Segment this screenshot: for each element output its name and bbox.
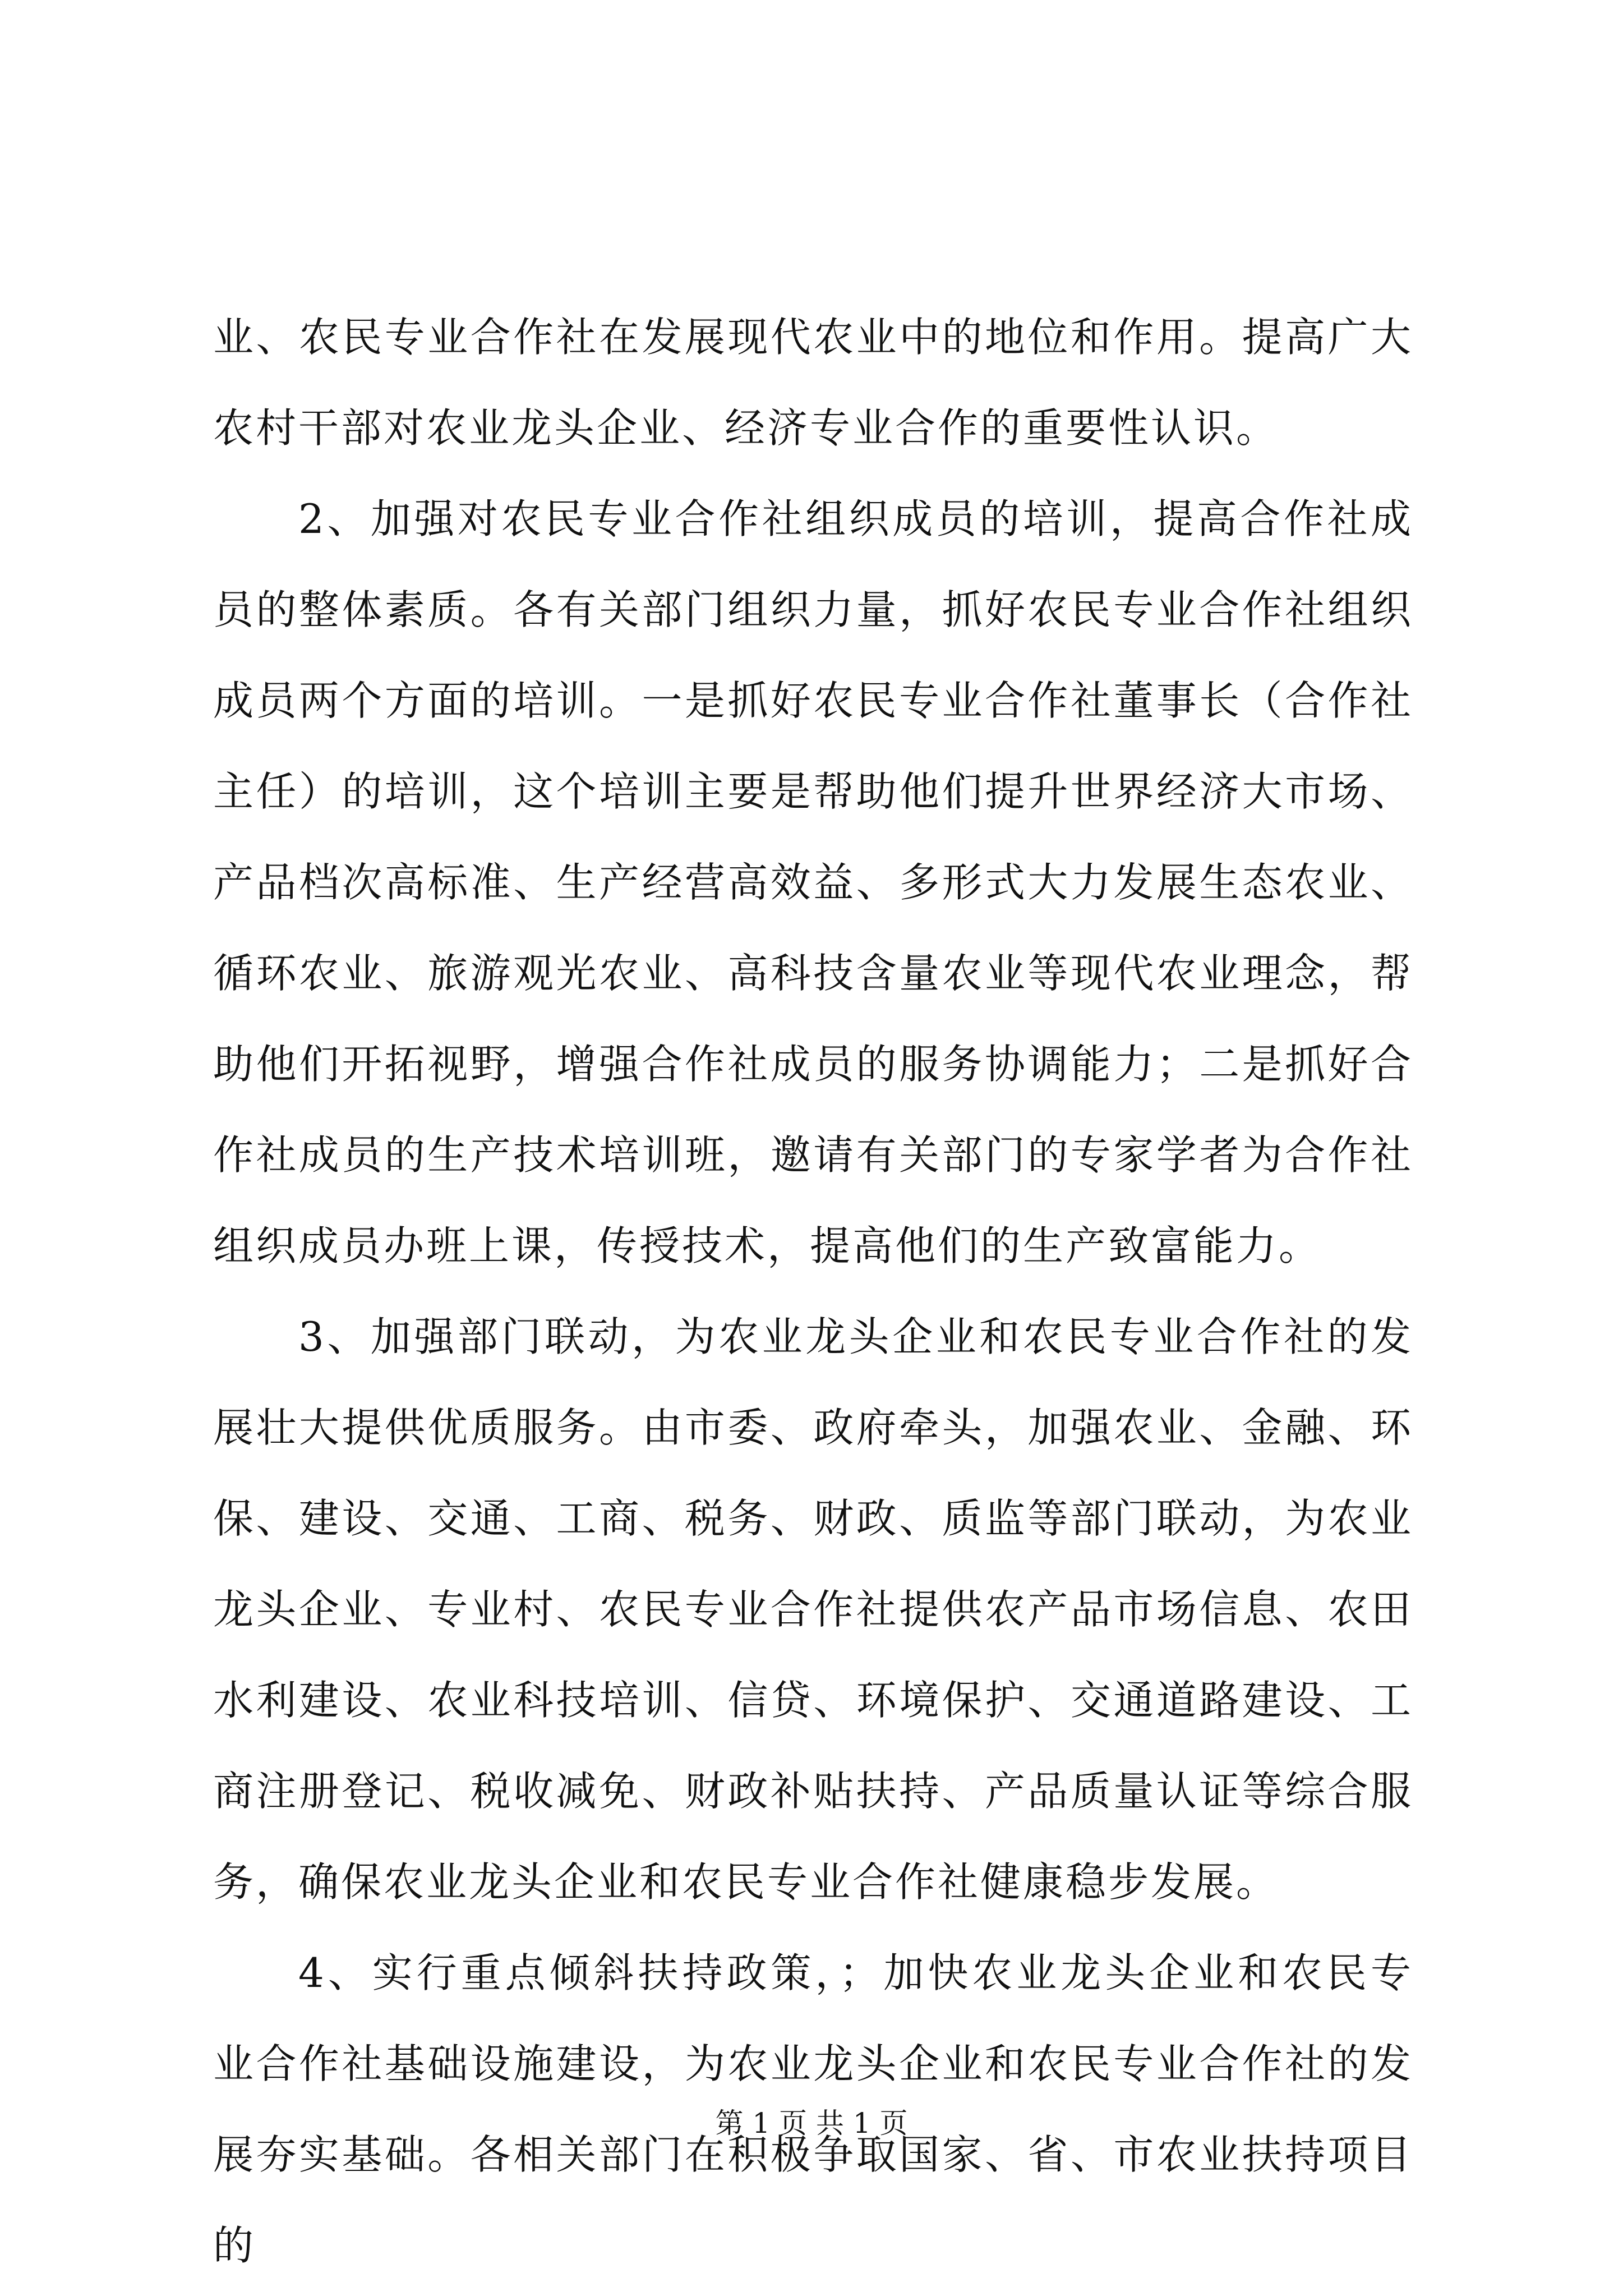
document-body: [213, 292, 1413, 2291]
paragraph-3: 3、加强部门联动，为农业龙头企业和农民专业合作社的发展壮大提供优质服务。由市委、政府牵头，加强农业、金融、环保、建设、交通、工商、税务、财政、质监等部门联动，为农业龙头企业、专业村、农民专业合作社提供农产品市场信息、农田水利建设、农业科技培训、信贷、环境保护、交通道路建设、工商注册登记、税收减免、财政补贴扶持、产品质量认证等综合服务，确保农业龙头企业和农民专业合作社健康稳步发展。: [213, 1313, 1413, 1906]
paragraph-4: 4、实行重点倾斜扶持政策，；加快农业龙头企业和农民专业合作社基础设施建设，为农业龙头企业和农民专业合作社的发展夯实基础。各相关部门在积极争取国家、省、市农业扶持项目的: [213, 1949, 1413, 2269]
paragraph-continuation: 业、农民专业合作社在发展现代农业中的地位和作用。提高广大农村干部对农业龙头企业、经济专业合作的重要性认识。: [213, 314, 1413, 452]
paragraph-2: 2、加强对农民专业合作社组织成员的培训，提高合作社成员的整体素质。各有关部门组织力量，抓好农民专业合作社组织成员两个方面的培训。一是抓好农民专业合作社董事长（合作社主任）的培训，这个培训主要是帮助他们提升世界经济大市场、产品档次高标准、生产经营高效益、多形式大力发展生态农业、循环农业、旅游观光农业、高科技含量农业等现代农业理念，帮助他们开拓视野，增强合作社成员的服务协调能力；二是抓好合作社成员的生产技术培训班，邀请有关部门的专家学者为合作社组织成员办班上课，传授技术，提高他们的生产致富能力。: [213, 495, 1413, 1269]
page-footer: 第 1 页 共 1 页: [715, 2107, 908, 2139]
